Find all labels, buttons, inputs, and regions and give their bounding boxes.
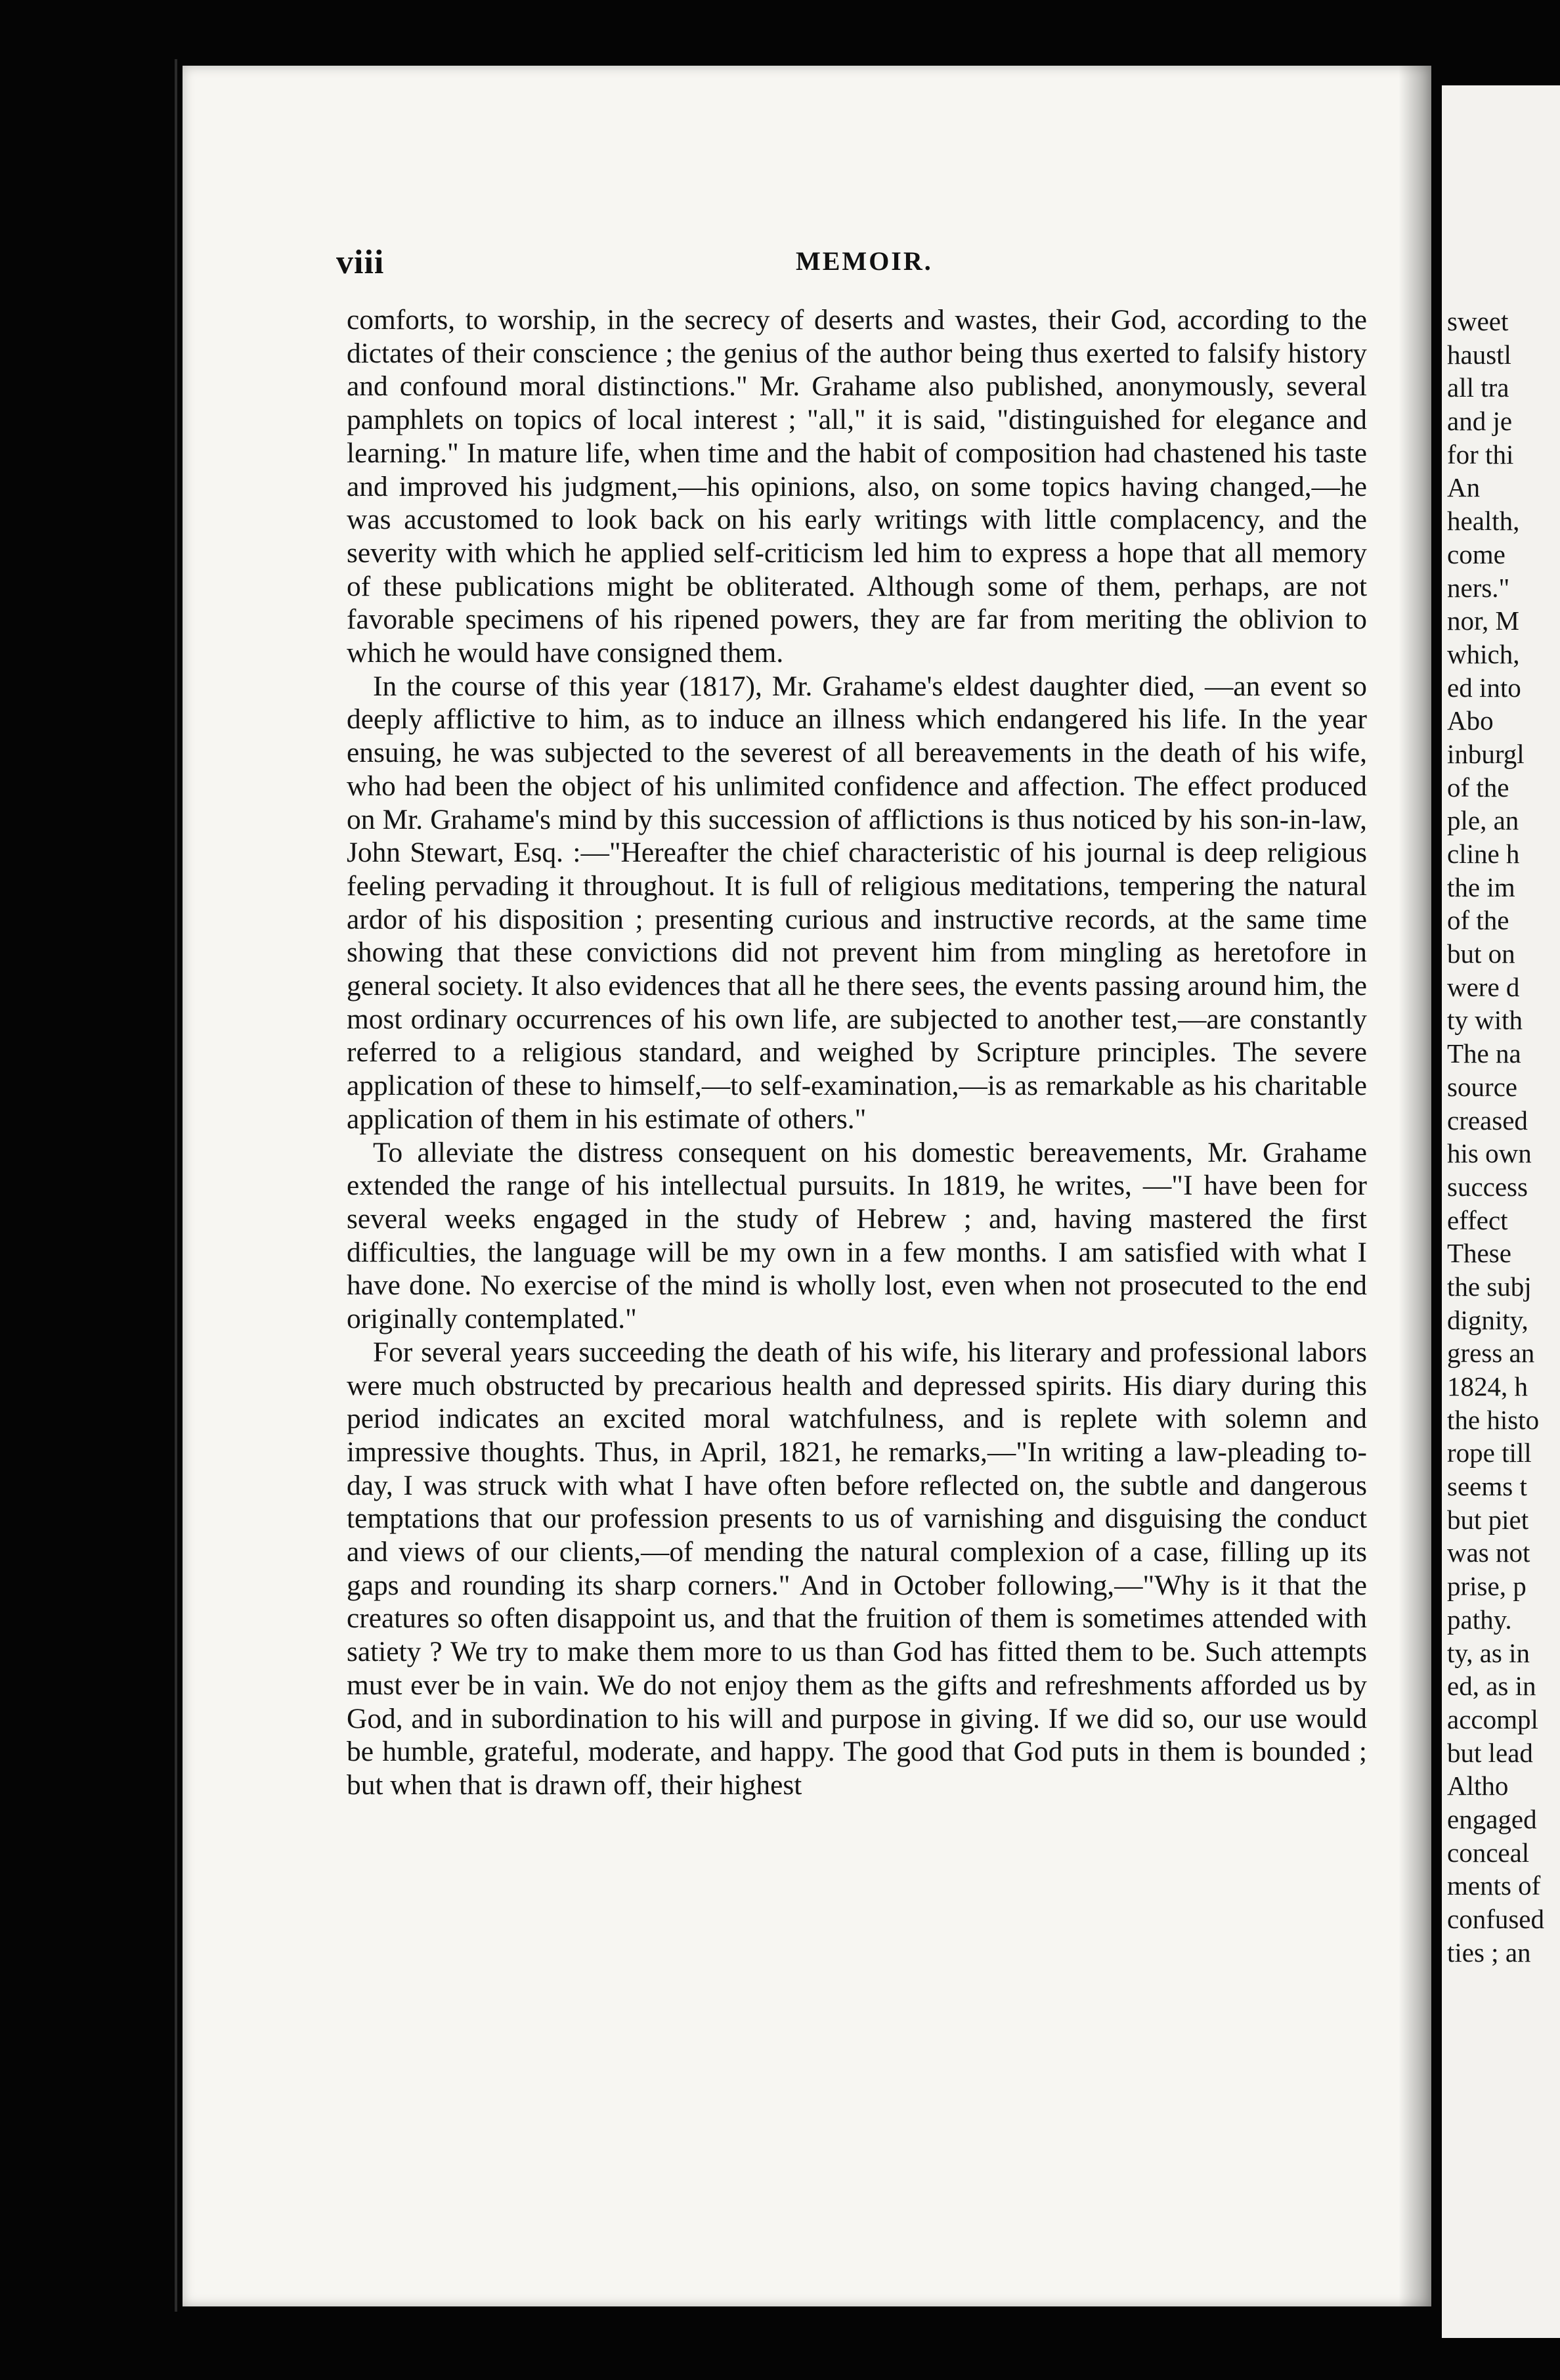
facing-page-line: for thi (1447, 439, 1514, 470)
facing-page-line: gress an (1447, 1338, 1535, 1369)
page-number: viii (336, 244, 385, 281)
facing-page-line: come (1447, 539, 1506, 569)
facing-page-line: seems t (1447, 1471, 1527, 1502)
facing-page-line: but lead (1447, 1737, 1533, 1768)
running-head (336, 243, 1380, 296)
facing-page-line: the subj (1447, 1271, 1532, 1302)
facing-page-line: of the (1447, 905, 1509, 936)
facing-page-line: his own (1447, 1138, 1532, 1169)
facing-page-line: Altho (1447, 1771, 1509, 1801)
facing-page-line: effect (1447, 1204, 1508, 1235)
facing-page-line: ty with (1447, 1005, 1523, 1036)
facing-page-line: These (1447, 1238, 1511, 1269)
facing-page-line: Abo (1447, 705, 1494, 736)
facing-page-line: ties ; an (1447, 1937, 1531, 1968)
facing-page-line: ple, an (1447, 805, 1519, 836)
gutter-shadow (1398, 66, 1431, 2306)
paragraph: For several years succeeding the death of his wife, his literary and professional labors were much obstructed by precarious health and depressed spirits. His diary during this period indicates an excited moral watchfulness, and is replete with solemn and impressive thoughts. Thus, in April, 1821, he remarks,—"In writing a law-pleading to-day, I was struck with what I have often before reflected on, the subtle and dangerous temptations that our profession presents to us of varnishing and disguising the conduct and views of our clients,—of mending the natural complexion of a case, filling up its gaps and rounding its sharp corners." And in October following,—"Why is it that the creatures so often disappoint us, and that the fruition of them is sometimes attended with satiety ? We try to make them more to us than God has fitted them to be. Such attempts must ever be in vain. We do not enjoy them as the gifts and refreshments afforded us by God, and in subordination to his will and purpose in giving. If we did so, our use would be humble, grateful, moderate, and happy. The good that God puts in them is bounded ; but when that is drawn off, their highest (347, 1336, 1367, 1801)
facing-page-line: 1824, h (1447, 1371, 1528, 1401)
facing-page-line: health, (1447, 506, 1520, 537)
facing-page-line: the im (1447, 871, 1515, 902)
facing-page-line: nor, M (1447, 606, 1519, 636)
facing-page-line: cline h (1447, 839, 1520, 869)
facing-page-line: The na (1447, 1038, 1521, 1069)
facing-page-line: accompl (1447, 1704, 1538, 1734)
facing-page-line: engaged (1447, 1803, 1537, 1834)
facing-page-line: ners." (1447, 572, 1510, 603)
facing-page-line: source (1447, 1071, 1518, 1102)
facing-page-line: ed into (1447, 672, 1521, 703)
facing-page-line: was not (1447, 1537, 1530, 1568)
running-title: MEMOIR. (796, 246, 933, 276)
paragraph: To alleviate the distress consequent on his domestic bereavements, Mr. Grahame extended the range of his intellectual pursuits. In 1819, he writes, —"I have been for several weeks engaged in the study of Hebrew ; and, having mastered the first difficulties, the language will be my own in a few months. I am satisfied with what I have done. No exercise of the mind is wholly lost, even when not prosecuted to the end originally contemplated." (347, 1136, 1367, 1335)
facing-page-line: prise, p (1447, 1571, 1527, 1602)
facing-page-line: pathy. (1447, 1604, 1512, 1635)
facing-page-line: but piet (1447, 1504, 1529, 1535)
facing-page-line: of the (1447, 772, 1509, 803)
page-stack-edge (175, 59, 177, 2312)
facing-page-line: haustl (1447, 339, 1511, 370)
body-text (347, 303, 1367, 1802)
facing-page-line: success (1447, 1171, 1528, 1202)
facing-page-line: confused (1447, 1904, 1545, 1934)
facing-page-line: sweet (1447, 306, 1509, 336)
facing-page-text (1447, 305, 1560, 1969)
facing-page-line: creased (1447, 1105, 1528, 1135)
facing-page-line: ty, as in (1447, 1637, 1530, 1668)
paragraph: comforts, to worship, in the secrecy of deserts and wastes, their God, according to the dictates of their conscience ; the genius of the author being thus exerted to falsify history and confound moral distinctions." Mr. Grahame also published, anonymously, several pamphlets on topics of local interest ; "all," it is said, "distinguished for elegance and learning." In mature life, when time and the habit of composition had chastened his taste and improved his judgment,—his opinions, also, on some topics having changed,—he was accustomed to look back on his early writings with little complacency, and the severity with which he applied self-criticism led him to express a hope that all memory of these publications might be obliterated. Although some of them, perhaps, are not favorable specimens of his ripened powers, they are far from meriting the oblivion to which he would have consigned them. (347, 304, 1367, 669)
facing-page-line: and je (1447, 406, 1513, 437)
facing-page-line: all tra (1447, 372, 1509, 403)
facing-page-line: An (1447, 472, 1481, 503)
facing-page-line: but on (1447, 938, 1515, 969)
facing-page-line: ments of (1447, 1870, 1541, 1901)
facing-page-line: ed, as in (1447, 1671, 1536, 1702)
facing-page-line: which, (1447, 638, 1520, 669)
facing-page-line: were d (1447, 971, 1520, 1002)
facing-page-line: dignity, (1447, 1304, 1528, 1335)
facing-page-line: inburgl (1447, 738, 1525, 769)
facing-page-line: conceal (1447, 1837, 1530, 1868)
paragraph: In the course of this year (1817), Mr. Grahame's eldest daughter died, —an event so deeply afflictive to him, as to induce an illness which endangered his life. In the year ensuing, he was subjected to the severest of all bereavements in the death of his wife, who had been the object of his unlimited confidence and affection. The effect produced on Mr. Grahame's mind by this succession of afflictions is thus noticed by his son-in-law, John Stewart, Esq. :—"Hereafter the chief characteristic of his journal is deep religious feeling pervading it throughout. It is full of religious meditations, tempering the natural ardor of his disposition ; presenting curious and instructive records, at the same time showing that these convictions did not prevent him from mingling as heretofore in general society. It also evidences that all he there sees, the events passing around him, the most ordinary occurrences of his own life, are subjected to another test,—are constantly referred to a religious standard, and weighed by Scripture principles. The severe application of these to himself,—to self-examination,—is as remarkable as his charitable application of them in his estimate of others." (347, 670, 1367, 1135)
facing-page-line: the histo (1447, 1404, 1540, 1435)
facing-page-line: rope till (1447, 1438, 1532, 1468)
